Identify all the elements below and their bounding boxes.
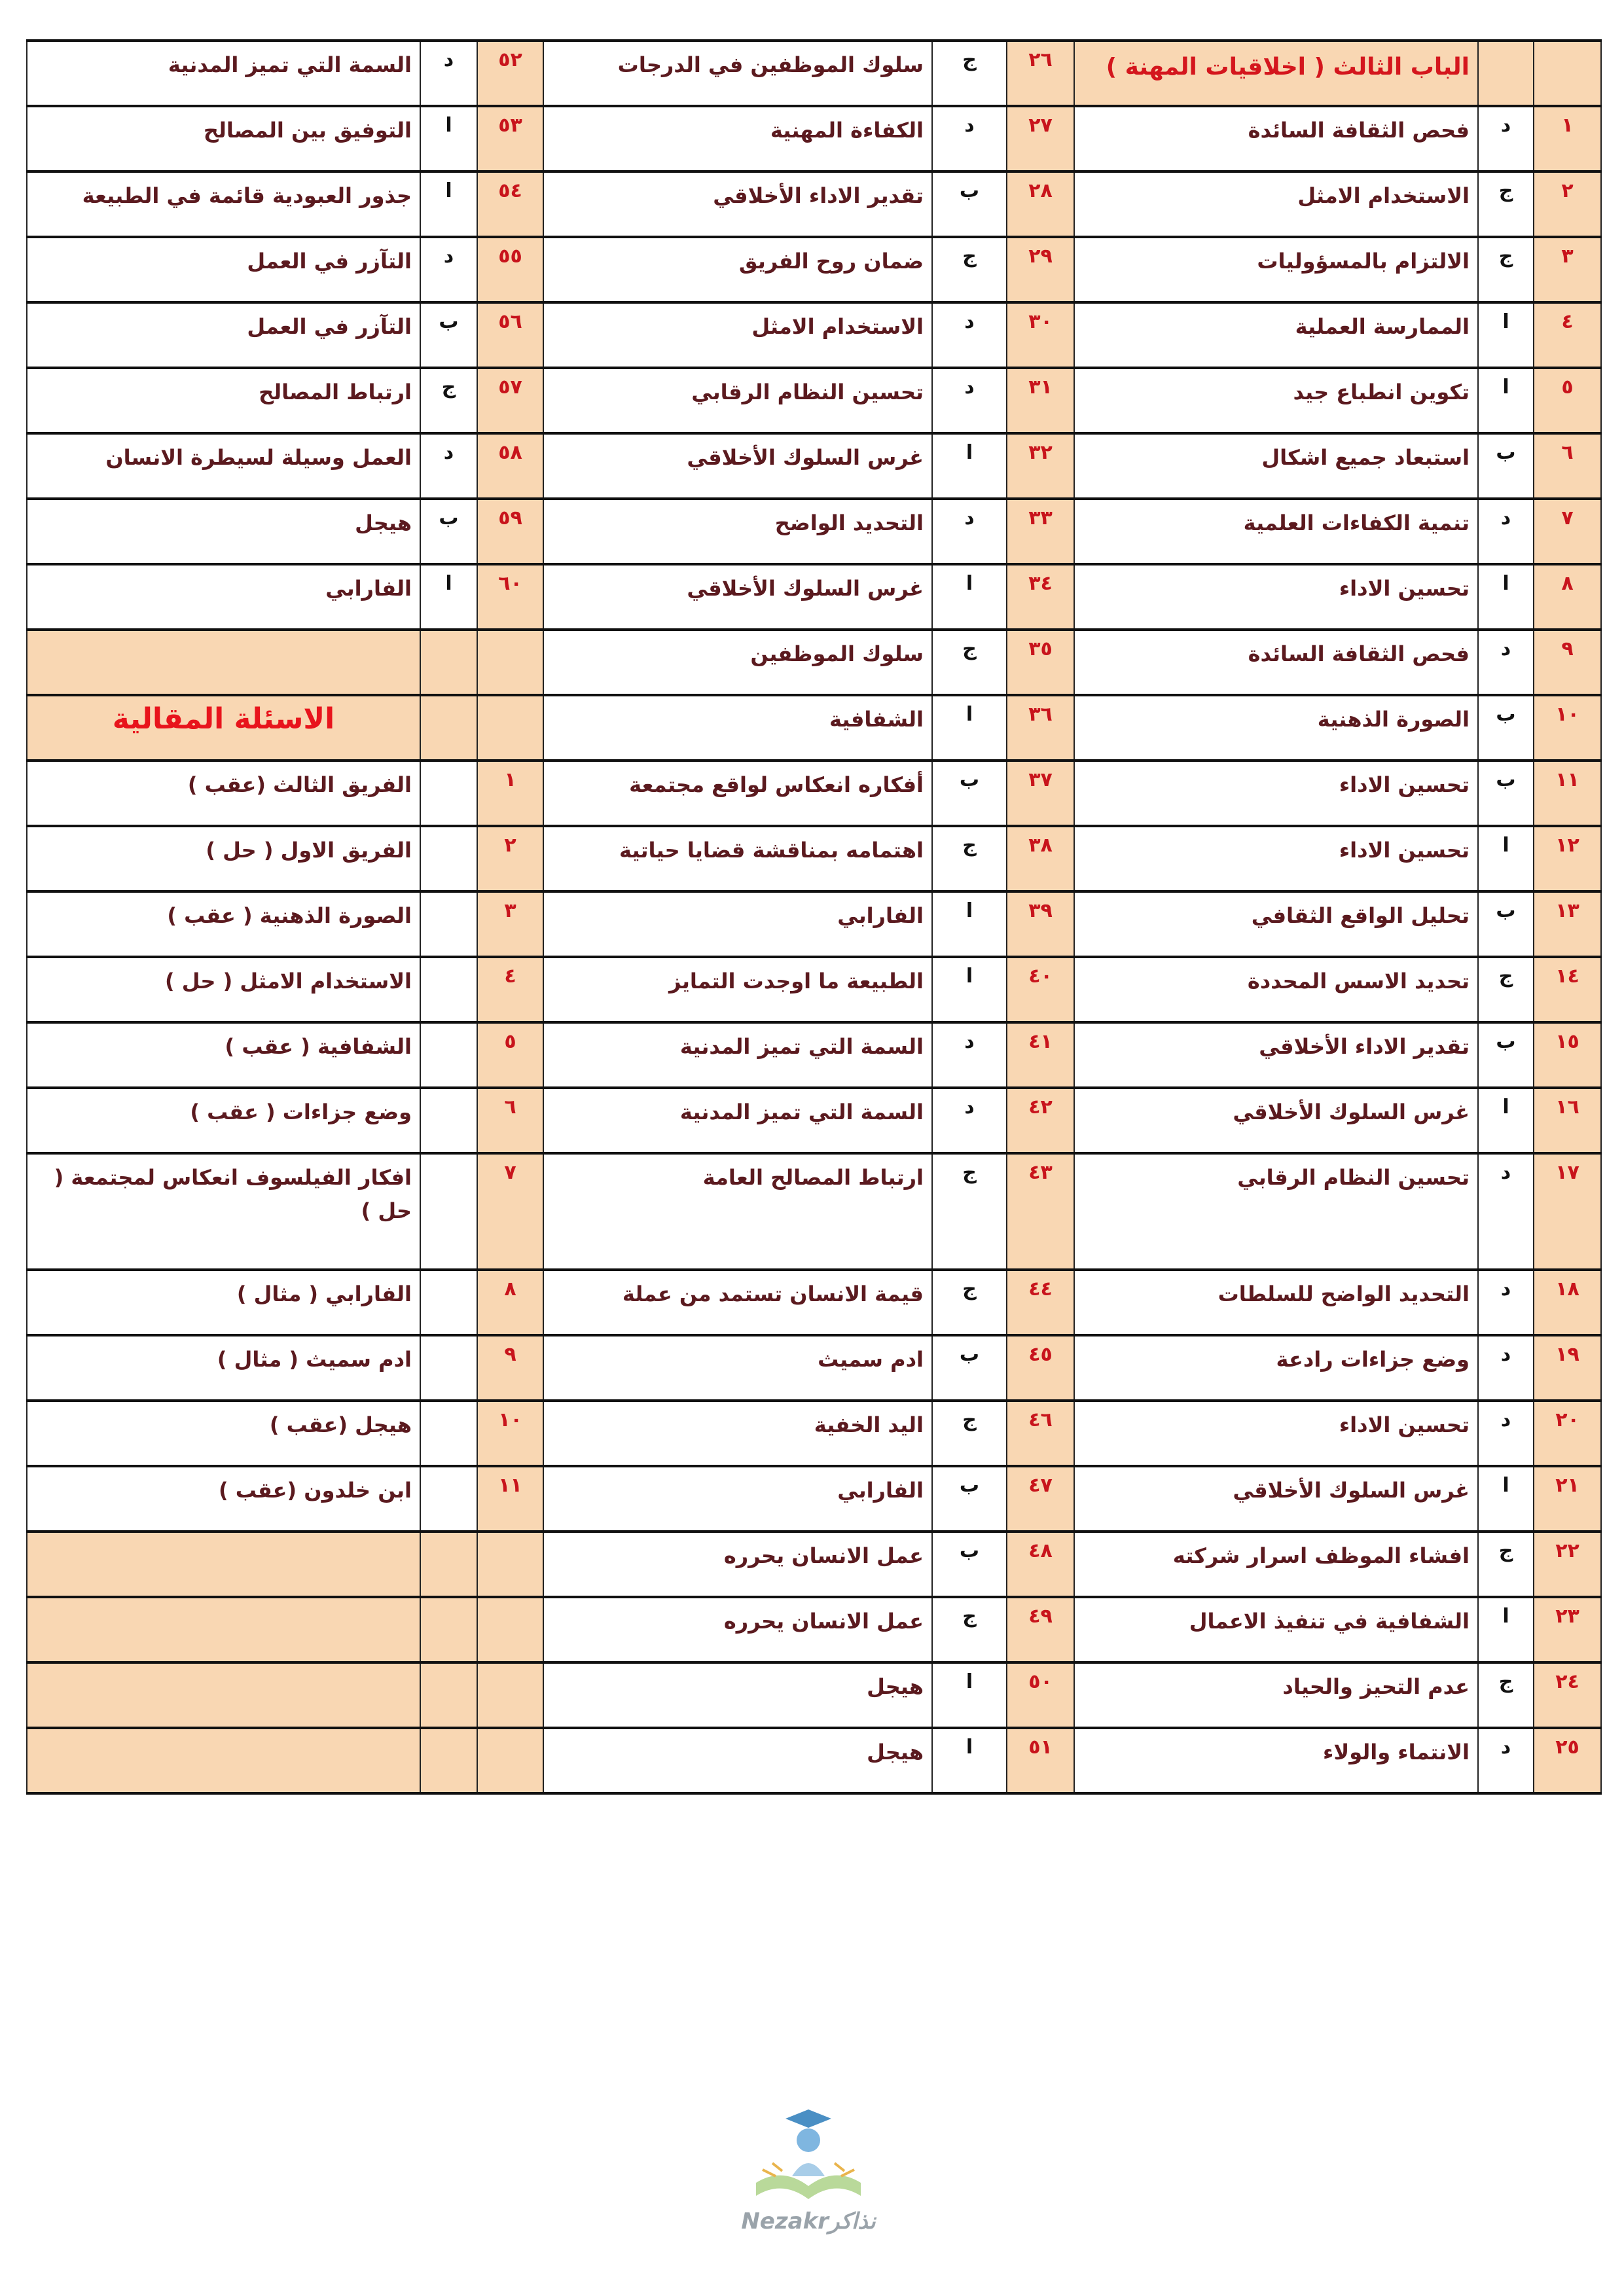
answer-text: الفارابي — [543, 1466, 932, 1532]
answer-text — [27, 630, 420, 695]
answer-letter: د — [1478, 1335, 1534, 1401]
answer-text: الفريق الثالث (عقب ) — [27, 761, 420, 826]
answer-letter: ا — [932, 891, 1007, 957]
question-number: ٤ — [477, 957, 543, 1022]
table-row — [27, 302, 1601, 368]
answer-text: غرس السلوك الأخلاقي — [1074, 1088, 1478, 1153]
answer-text — [27, 1728, 420, 1793]
answer-letter: د — [1478, 1270, 1534, 1335]
answer-text: الصورة الذهنية — [1074, 695, 1478, 761]
question-number — [1534, 41, 1601, 106]
table-row — [27, 499, 1601, 564]
answer-letter — [420, 630, 477, 695]
answer-letter: ب — [420, 302, 477, 368]
table-row — [27, 891, 1601, 957]
answer-text: الصورة الذهنية ( عقب ) — [27, 891, 420, 957]
answer-letter: د — [932, 499, 1007, 564]
answer-letter: ا — [1478, 1597, 1534, 1662]
answer-letter: د — [420, 433, 477, 499]
question-number: ١ — [477, 761, 543, 826]
answer-text: السمة التي تميز المدنية — [543, 1022, 932, 1088]
question-number: ١٢ — [1534, 826, 1601, 891]
answer-letter: ا — [1478, 368, 1534, 433]
table-row — [27, 1662, 1601, 1728]
question-number: ١٥ — [1534, 1022, 1601, 1088]
answer-text: الفارابي — [27, 564, 420, 630]
answer-text: الاستخدام الامثل ( حل ) — [27, 957, 420, 1022]
answer-letter: ب — [1478, 891, 1534, 957]
question-number: ١ — [1534, 106, 1601, 171]
answer-text: الشفافية ( عقب ) — [27, 1022, 420, 1088]
answer-letter: ا — [932, 695, 1007, 761]
table-row — [27, 1335, 1601, 1401]
answer-text: هيجل — [543, 1662, 932, 1728]
question-number: ١٧ — [1534, 1153, 1601, 1270]
answer-text: الفارابي — [543, 891, 932, 957]
answer-text: تحسين الاداء — [1074, 826, 1478, 891]
answer-text: تحسين النظام الرقابي — [543, 368, 932, 433]
question-number — [477, 1728, 543, 1793]
question-number: ٤١ — [1007, 1022, 1074, 1088]
answer-letter: ج — [932, 1153, 1007, 1270]
answer-letter: ا — [932, 564, 1007, 630]
answer-text: العمل وسيلة لسيطرة الانسان — [27, 433, 420, 499]
question-number — [477, 1597, 543, 1662]
answer-text: فحص الثقافة السائدة — [1074, 106, 1478, 171]
answer-text: الاسئلة المقالية — [27, 695, 420, 761]
answer-text: الطبيعة ما اوجدت التمايز — [543, 957, 932, 1022]
answer-letter: ب — [932, 1532, 1007, 1597]
answer-letter — [420, 761, 477, 826]
answer-letter: د — [1478, 630, 1534, 695]
question-number: ٢٨ — [1007, 171, 1074, 237]
nezakr-logo — [710, 2104, 907, 2242]
answer-text: الالتزام بالمسؤوليات — [1074, 237, 1478, 302]
question-number: ٥٤ — [477, 171, 543, 237]
question-number: ٢٦ — [1007, 41, 1074, 106]
answer-letter — [420, 826, 477, 891]
question-number: ٤٤ — [1007, 1270, 1074, 1335]
question-number: ٢١ — [1534, 1466, 1601, 1532]
question-number: ٤ — [1534, 302, 1601, 368]
question-number: ٣٣ — [1007, 499, 1074, 564]
question-number: ٢٧ — [1007, 106, 1074, 171]
table-row — [27, 1466, 1601, 1532]
answer-text — [27, 1662, 420, 1728]
question-number — [477, 1662, 543, 1728]
answer-text: تقدير الاداء الأخلاقي — [543, 171, 932, 237]
question-number: ٣ — [477, 891, 543, 957]
answer-letter: د — [420, 237, 477, 302]
answer-text: تكوين انطباع جيد — [1074, 368, 1478, 433]
answer-letter: ج — [1478, 237, 1534, 302]
answer-text: وضع جزاءات ( عقب ) — [27, 1088, 420, 1153]
answer-text: الممارسة العملية — [1074, 302, 1478, 368]
answer-text: السمة التي تميز المدنية — [27, 41, 420, 106]
question-number — [477, 1532, 543, 1597]
answer-text: سلوك الموظفين — [543, 630, 932, 695]
answer-letter — [420, 1335, 477, 1401]
answer-letter: د — [932, 1088, 1007, 1153]
question-number: ٥١ — [1007, 1728, 1074, 1793]
answer-letter — [420, 695, 477, 761]
answer-text: الشفافية — [543, 695, 932, 761]
question-number: ٣٨ — [1007, 826, 1074, 891]
answer-letter: ج — [932, 826, 1007, 891]
answer-letter — [420, 1466, 477, 1532]
logo-arabic: نذاكر — [828, 2208, 876, 2234]
answer-text: الاستخدام الامثل — [1074, 171, 1478, 237]
question-number — [477, 695, 543, 761]
question-number: ٦ — [477, 1088, 543, 1153]
question-number: ٤٨ — [1007, 1532, 1074, 1597]
answer-letter: ج — [420, 368, 477, 433]
question-number: ٢٤ — [1534, 1662, 1601, 1728]
question-number: ٤٧ — [1007, 1466, 1074, 1532]
question-number: ٥٣ — [477, 106, 543, 171]
answer-text: هيجل (عقب ) — [27, 1401, 420, 1466]
question-number: ٤٣ — [1007, 1153, 1074, 1270]
answer-letter: ا — [420, 106, 477, 171]
answer-text: اهتمامه بمناقشة قضايا حياتية — [543, 826, 932, 891]
table-row — [27, 1532, 1601, 1597]
answer-letter — [420, 957, 477, 1022]
answer-letter: ج — [1478, 957, 1534, 1022]
answer-text: عدم التحيز والحياد — [1074, 1662, 1478, 1728]
answer-letter — [420, 1022, 477, 1088]
answer-letter: ج — [932, 1401, 1007, 1466]
answer-text: هيجل — [27, 499, 420, 564]
answer-text: الانتماء والولاء — [1074, 1728, 1478, 1793]
question-number: ٤٠ — [1007, 957, 1074, 1022]
question-number: ١٣ — [1534, 891, 1601, 957]
answer-letter: ب — [932, 761, 1007, 826]
svg-text:Nezakrنذاكر — [741, 2208, 877, 2234]
answer-letter: د — [1478, 1728, 1534, 1793]
answer-text: عمل الانسان يحرره — [543, 1597, 932, 1662]
answer-letter: ج — [932, 1270, 1007, 1335]
answer-text: تحسين النظام الرقابي — [1074, 1153, 1478, 1270]
question-number — [477, 630, 543, 695]
answer-letter: ب — [932, 171, 1007, 237]
question-number: ٥٦ — [477, 302, 543, 368]
question-number: ٣٩ — [1007, 891, 1074, 957]
answer-text: ادم سميث ( مثال ) — [27, 1335, 420, 1401]
question-number: ١٠ — [477, 1401, 543, 1466]
answer-text: تحسين الاداء — [1074, 564, 1478, 630]
table-row — [27, 630, 1601, 695]
answer-text: التحديد الواضح — [543, 499, 932, 564]
answer-letter: ا — [932, 1728, 1007, 1793]
answer-letter: ب — [1478, 1022, 1534, 1088]
answer-letter: د — [1478, 106, 1534, 171]
answer-text: ارتباط المصالح — [27, 368, 420, 433]
answer-letter: ب — [1478, 761, 1534, 826]
answer-letter: د — [932, 106, 1007, 171]
question-number: ١١ — [1534, 761, 1601, 826]
answer-text — [27, 1532, 420, 1597]
question-number: ٣٠ — [1007, 302, 1074, 368]
answer-letter — [420, 1532, 477, 1597]
answer-key-table — [26, 39, 1602, 1795]
question-number: ٣٦ — [1007, 695, 1074, 761]
question-number: ٧ — [1534, 499, 1601, 564]
answer-letter: د — [1478, 1153, 1534, 1270]
table-row — [27, 1728, 1601, 1793]
question-number: ١٠ — [1534, 695, 1601, 761]
answer-text: هيجل — [543, 1728, 932, 1793]
question-number: ٤٢ — [1007, 1088, 1074, 1153]
answer-letter: ج — [932, 41, 1007, 106]
table-row — [27, 41, 1601, 106]
answer-letter: ب — [1478, 695, 1534, 761]
answer-letter: ا — [420, 171, 477, 237]
question-number: ٥٠ — [1007, 1662, 1074, 1728]
answer-text: الشفافية في تنفيذ الاعمال — [1074, 1597, 1478, 1662]
question-number: ٣١ — [1007, 368, 1074, 433]
question-number: ٥٩ — [477, 499, 543, 564]
answer-text: افكار الفيلسوف انعكاس لمجتمعة ( حل ) — [27, 1153, 420, 1270]
answer-text: تحسين الاداء — [1074, 1401, 1478, 1466]
question-number: ٢٢ — [1534, 1532, 1601, 1597]
answer-letter: ج — [1478, 1532, 1534, 1597]
answer-text: غرس السلوك الأخلاقي — [543, 433, 932, 499]
answer-text: السمة التي تميز المدنية — [543, 1088, 932, 1153]
question-number: ٢٥ — [1534, 1728, 1601, 1793]
answer-text: ادم سميث — [543, 1335, 932, 1401]
answer-letter — [1478, 41, 1534, 106]
question-number: ٥٨ — [477, 433, 543, 499]
answer-text: الفارابي ( مثال ) — [27, 1270, 420, 1335]
question-number: ٢ — [1534, 171, 1601, 237]
question-number: ٢٠ — [1534, 1401, 1601, 1466]
table-row — [27, 1597, 1601, 1662]
answer-text: التآزر في العمل — [27, 237, 420, 302]
question-number: ٥٢ — [477, 41, 543, 106]
answer-text: التآزر في العمل — [27, 302, 420, 368]
question-number: ١٤ — [1534, 957, 1601, 1022]
answer-text: الكفاءة المهنية — [543, 106, 932, 171]
answer-text: وضع جزاءات رادعة — [1074, 1335, 1478, 1401]
answer-text: استبعاد جميع اشكال — [1074, 433, 1478, 499]
question-number: ٨ — [1534, 564, 1601, 630]
answer-letter: د — [932, 1022, 1007, 1088]
answer-text: جذور العبودية قائمة في الطبيعة — [27, 171, 420, 237]
table-row — [27, 1270, 1601, 1335]
answer-text: تنمية الكفاءات العلمية — [1074, 499, 1478, 564]
graduate-icon — [785, 2109, 831, 2176]
answer-letter: ا — [1478, 826, 1534, 891]
answer-letter: د — [932, 302, 1007, 368]
answer-text: الباب الثالث ( اخلاقيات المهنة ) — [1074, 41, 1478, 106]
table-row — [27, 695, 1601, 761]
answer-text: عمل الانسان يحرره — [543, 1532, 932, 1597]
table-row — [27, 433, 1601, 499]
question-number: ٣٢ — [1007, 433, 1074, 499]
question-number: ٣ — [1534, 237, 1601, 302]
question-number: ٩ — [1534, 630, 1601, 695]
question-number: ٤٦ — [1007, 1401, 1074, 1466]
table-row — [27, 957, 1601, 1022]
question-number: ١٩ — [1534, 1335, 1601, 1401]
answer-letter: د — [420, 41, 477, 106]
answer-text: الفريق الاول ( حل ) — [27, 826, 420, 891]
answer-text: قيمة الانسان تستمد من عملة — [543, 1270, 932, 1335]
table-row — [27, 1401, 1601, 1466]
answer-text: تحديد الاسس المحددة — [1074, 957, 1478, 1022]
answer-letter: ج — [1478, 1662, 1534, 1728]
answer-letter: ا — [1478, 564, 1534, 630]
answer-letter: ج — [932, 1597, 1007, 1662]
answer-letter — [420, 1401, 477, 1466]
question-number: ٢٩ — [1007, 237, 1074, 302]
answer-text: تقدير الاداء الأخلاقي — [1074, 1022, 1478, 1088]
answer-text: ضمان روح الفريق — [543, 237, 932, 302]
answer-text: ابن خلدون (عقب ) — [27, 1466, 420, 1532]
answer-letter: ج — [932, 237, 1007, 302]
answer-letter: ب — [932, 1466, 1007, 1532]
answer-letter: ا — [932, 433, 1007, 499]
answer-text: أفكاره انعكاس لواقع مجتمعة — [543, 761, 932, 826]
table-row — [27, 1088, 1601, 1153]
answer-letter: د — [1478, 1401, 1534, 1466]
answer-letter: ا — [420, 564, 477, 630]
answer-letter — [420, 1088, 477, 1153]
answer-letter — [420, 1728, 477, 1793]
answer-letter: ا — [1478, 302, 1534, 368]
table-row — [27, 564, 1601, 630]
table-row — [27, 106, 1601, 171]
question-number: ٢ — [477, 826, 543, 891]
question-number: ٥ — [477, 1022, 543, 1088]
question-number: ٤٥ — [1007, 1335, 1074, 1401]
answer-text — [27, 1597, 420, 1662]
answer-letter — [420, 1270, 477, 1335]
answer-letter — [420, 891, 477, 957]
answer-letter: ا — [1478, 1466, 1534, 1532]
question-number: ٦ — [1534, 433, 1601, 499]
table-row — [27, 237, 1601, 302]
answer-text: ارتباط المصالح العامة — [543, 1153, 932, 1270]
question-number: ٣٥ — [1007, 630, 1074, 695]
table-row — [27, 826, 1601, 891]
answer-text: فحص الثقافة السائدة — [1074, 630, 1478, 695]
question-number: ١٨ — [1534, 1270, 1601, 1335]
answer-letter: ب — [932, 1335, 1007, 1401]
answer-text: الاستخدام الامثل — [543, 302, 932, 368]
table-row — [27, 171, 1601, 237]
question-number: ٤٩ — [1007, 1597, 1074, 1662]
question-number: ٥ — [1534, 368, 1601, 433]
answer-letter — [420, 1662, 477, 1728]
question-number: ٣٧ — [1007, 761, 1074, 826]
question-number: ١١ — [477, 1466, 543, 1532]
answer-letter: ب — [420, 499, 477, 564]
answer-letter: ا — [932, 957, 1007, 1022]
answer-text: غرس السلوك الأخلاقي — [543, 564, 932, 630]
question-number: ٨ — [477, 1270, 543, 1335]
answer-text: تحليل الواقع الثقافي — [1074, 891, 1478, 957]
answer-letter: ج — [932, 630, 1007, 695]
table-row — [27, 761, 1601, 826]
answer-text: غرس السلوك الأخلاقي — [1074, 1466, 1478, 1532]
answer-letter: د — [932, 368, 1007, 433]
question-number: ٥٥ — [477, 237, 543, 302]
logo-latin: Nezakr — [741, 2208, 829, 2234]
question-number: ٩ — [477, 1335, 543, 1401]
table-row — [27, 368, 1601, 433]
answer-letter: ج — [1478, 171, 1534, 237]
answer-text: التحديد الواضح للسلطات — [1074, 1270, 1478, 1335]
question-number: ٧ — [477, 1153, 543, 1270]
question-number: ٢٣ — [1534, 1597, 1601, 1662]
answer-letter: د — [1478, 499, 1534, 564]
answer-text: التوفيق بين المصالح — [27, 106, 420, 171]
answer-letter — [420, 1153, 477, 1270]
answer-text: تحسين الاداء — [1074, 761, 1478, 826]
answer-letter: ا — [932, 1662, 1007, 1728]
table-row — [27, 1022, 1601, 1088]
question-number: ٥٧ — [477, 368, 543, 433]
answer-letter: ب — [1478, 433, 1534, 499]
answer-text: سلوك الموظفين في الدرجات — [543, 41, 932, 106]
answer-text: افشاء الموظف اسرار شركته — [1074, 1532, 1478, 1597]
question-number: ٦٠ — [477, 564, 543, 630]
answer-letter: ا — [1478, 1088, 1534, 1153]
answer-text: اليد الخفية — [543, 1401, 932, 1466]
question-number: ٣٤ — [1007, 564, 1074, 630]
question-number: ١٦ — [1534, 1088, 1601, 1153]
table-row — [27, 1153, 1601, 1270]
answer-letter — [420, 1597, 477, 1662]
